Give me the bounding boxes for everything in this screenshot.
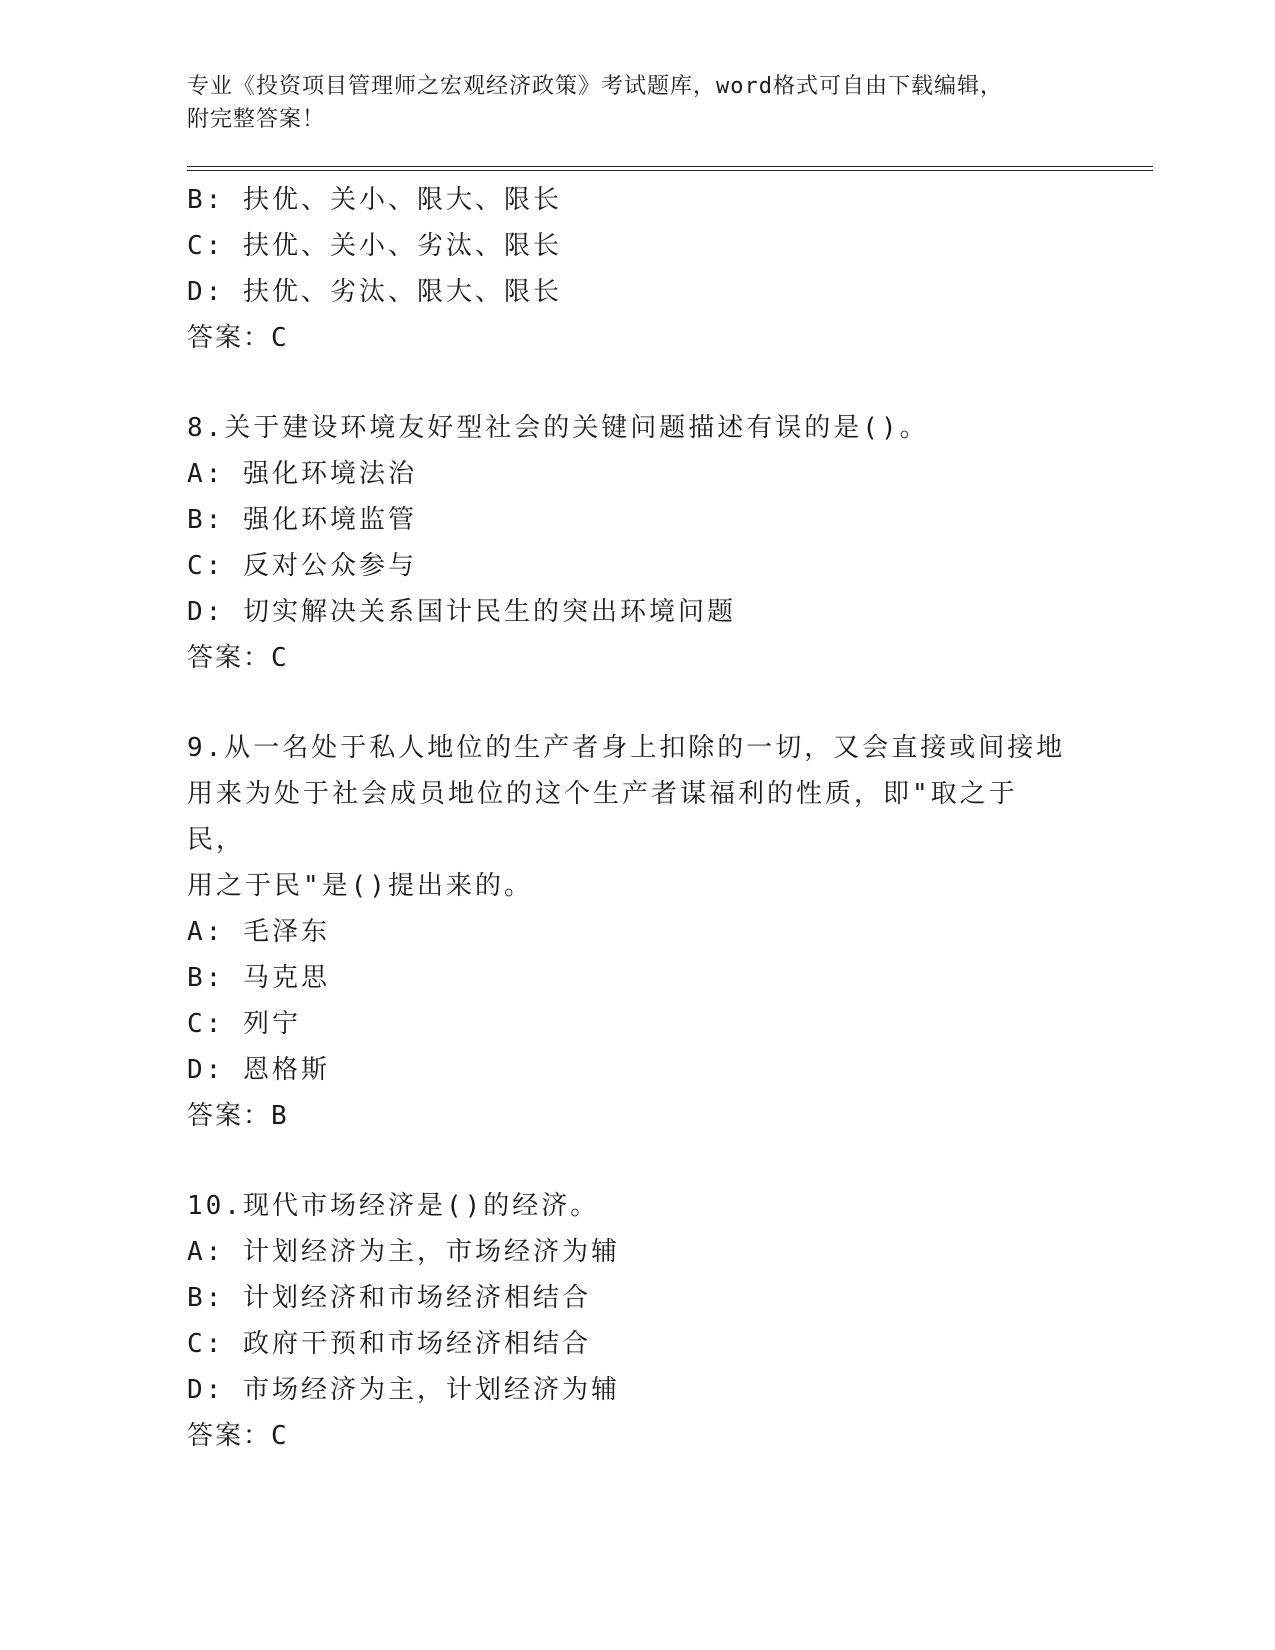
option-a: A: 毛泽东 xyxy=(187,917,330,947)
answer-value: C xyxy=(271,1421,289,1451)
intro-line-1: 专业《投资项目管理师之宏观经济政策》考试题库，word格式可自由下载编辑， xyxy=(187,74,1003,99)
option-b: B: 马克思 xyxy=(187,963,330,993)
document-page xyxy=(187,70,1147,1459)
option-c: C: 反对公众参与 xyxy=(187,551,417,581)
option-b: B: 扶优、关小、限大、限长 xyxy=(187,185,562,215)
option-b: B: 强化环境监管 xyxy=(187,505,417,535)
document-intro xyxy=(187,70,1147,136)
question-8 xyxy=(187,405,1147,681)
option-c: C: 政府干预和市场经济相结合 xyxy=(187,1329,591,1359)
option-a: A: 强化环境法治 xyxy=(187,459,417,489)
question-7 xyxy=(187,177,1147,361)
option-c: C: 列宁 xyxy=(187,1009,301,1039)
question-stem-line-2: 用来为处于社会成员地位的这个生产者谋福利的性质，即"取之于民， xyxy=(187,779,1018,855)
question-list xyxy=(187,177,1147,1459)
option-a: A: 计划经济为主，市场经济为辅 xyxy=(187,1237,620,1267)
question-stem: 8.关于建设环境友好型社会的关键问题描述有误的是()。 xyxy=(187,413,929,443)
header-divider xyxy=(187,166,1153,171)
intro-line-2: 附完整答案！ xyxy=(187,107,326,132)
answer-label: 答案： xyxy=(187,323,272,353)
answer-value: C xyxy=(271,323,289,353)
question-10 xyxy=(187,1183,1147,1459)
option-c: C: 扶优、关小、劣汰、限长 xyxy=(187,231,562,261)
question-stem-line-3: 用之于民"是()提出来的。 xyxy=(187,871,533,901)
question-stem: 10.现代市场经济是()的经济。 xyxy=(187,1191,600,1221)
answer-label: 答案： xyxy=(187,1101,272,1131)
answer-label: 答案： xyxy=(187,1421,272,1451)
answer xyxy=(187,1413,1147,1459)
option-d: D: 恩格斯 xyxy=(187,1055,330,1085)
option-d: D: 切实解决关系国计民生的突出环境问题 xyxy=(187,597,736,627)
answer-label: 答案： xyxy=(187,643,272,673)
question-stem-line-1: 9.从一名处于私人地位的生产者身上扣除的一切，又会直接或间接地 xyxy=(187,733,1066,763)
option-d: D: 扶优、劣汰、限大、限长 xyxy=(187,277,562,307)
question-9 xyxy=(187,725,1147,1139)
answer xyxy=(187,1093,1147,1139)
answer-value: B xyxy=(271,1101,289,1131)
option-b: B: 计划经济和市场经济相结合 xyxy=(187,1283,591,1313)
answer xyxy=(187,635,1147,681)
answer-value: C xyxy=(271,643,289,673)
option-d: D: 市场经济为主，计划经济为辅 xyxy=(187,1375,620,1405)
answer xyxy=(187,315,1147,361)
